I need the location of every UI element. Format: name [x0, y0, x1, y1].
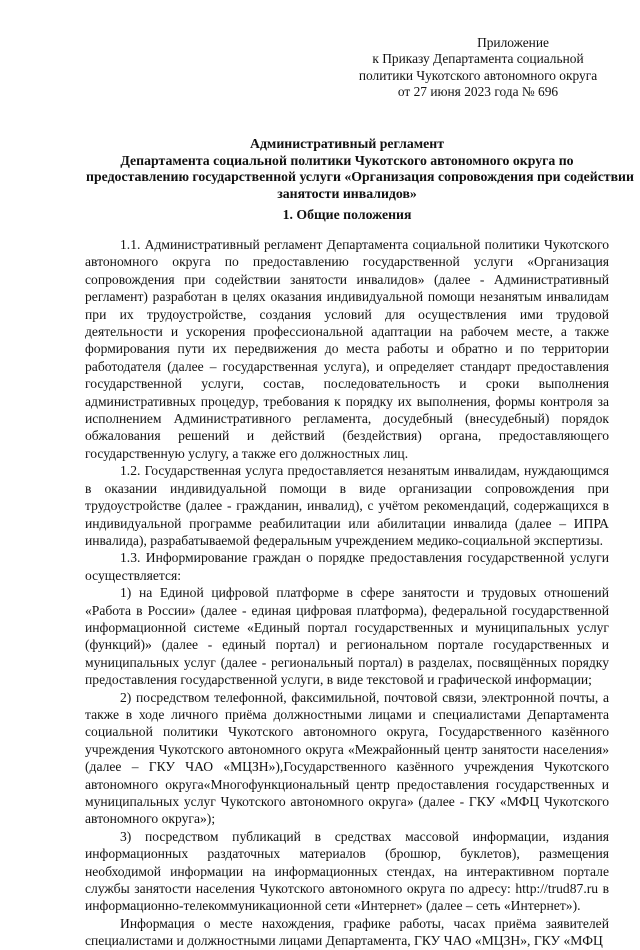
paragraph-1-1: 1.1. Административный регламент Департамента социальной политики Чукотского автономного округа по предоставлению государственной услуги «Организация сопровождения при содействии занятости инвалидов» (далее - Административный регламент) разработан в целях оказания индивидуальной помощи незанятым инвалидам при их трудоустройстве, создания условий для осуществления ими трудовой деятельности и ускорения профессиональной адаптации на рабочем месте, а также формирования пути их передвижения до места работы и обратно и по территории работодателя (далее – государственная услуга), и определяет стандарт предоставления государственной услуги, состав, последовательность и сроки выполнения административных процедур, требования к порядку их выполнения, формы контроля за исполнением Административного регламента, досудебный (внесудебный) порядок обжалования решений и действий (бездействия) органа, предоставляющего государственную услугу, а также его должностных лиц.	[85, 237, 609, 461]
appendix-order-line: к Приказу Департамента социальной	[372, 51, 584, 67]
appendix-label: Приложение	[477, 35, 549, 50]
appendix-department-line: политики Чукотского автономного округа	[358, 67, 598, 83]
paragraph-1-2: 1.2. Государственная услуга предоставляется незанятым инвалидам, нуждающимся в оказании индивидуальной помощи в виде организации сопровождения при трудоустройстве (далее - гражданин, инвалид), с учётом рекомендаций, содержащихся в индивидуальной программе реабилитации или абилитации инвалида (далее – ИПРА инвалида), разрабатываемой федеральным учреждением медико-социальной экспертизы.	[85, 463, 609, 548]
title-line-2: Департамента социальной политики Чукотского автономного округа по	[120, 152, 574, 168]
document-body	[85, 236, 609, 950]
appendix-header	[358, 35, 598, 101]
title-line-1: Административный регламент	[249, 136, 445, 151]
appendix-date-line: от 27 июня 2023 года № 696	[397, 84, 559, 100]
list-item-1: 1) на Единой цифровой платформе в сфере занятости и трудовых отношений «Работа в России» (далее - единая цифровая платформа), федеральной государственной информационной системе «Единый портал государственных и муниципальных услуг (функций)» (далее - единый портал) и региональном портале государственных и муниципальных услуг (далее - региональный портал) в разделах, посвящённых порядку предоставления государственной услуги, в виде текстовой и графической информации;	[85, 585, 609, 688]
list-item-3: 3) посредством публикаций в средствах массовой информации, издания информационных раздаточных материалов (брошюр, буклетов), размещения необходимой информации на информационных стендах, на интерактивном портале службы занятости населения Чукотского автономного округа по адресу: http://trud87.ru в информационно-телекоммуникационной сети «Интернет» (далее – сеть «Интернет»).	[85, 828, 609, 914]
title-line-4: занятости инвалидов»	[277, 185, 417, 201]
title-line-3: предоставлению государственной услуги «Организация сопровождения при содействии	[86, 169, 634, 185]
section-heading: 1. Общие положения	[282, 207, 412, 222]
document-title	[86, 136, 634, 202]
paragraph-1-3: 1.3. Информирование граждан о порядке предоставления государственной услуги осуществляется:	[85, 550, 609, 583]
list-item-2: 2) посредством телефонной, факсимильной, почтовой связи, электронной почты, а также в ходе личного приёма должностными лицами и специалистами Департамента социальной политики Чукотского автономного округа, Государственного казённого учреждения Чукотского автономного округа «Межрайонный центр занятости населения» (далее – ГКУ ЧАО «МЦЗН»),Государственного казённого учреждения Чукотского автономного округа«Многофункциональный центр предоставления государственных и муниципальных услуг Чукотского автономного округа» (далее - ГКУ «МФЦ Чукотского автономного округа»);	[85, 689, 609, 827]
paragraph-location-info: Информация о месте нахождения, графике работы, часах приёма заявителей специалистами и должностными лицами Департамента, ГКУ ЧАО «МЦЗН», ГКУ «МФЦ	[85, 915, 609, 949]
